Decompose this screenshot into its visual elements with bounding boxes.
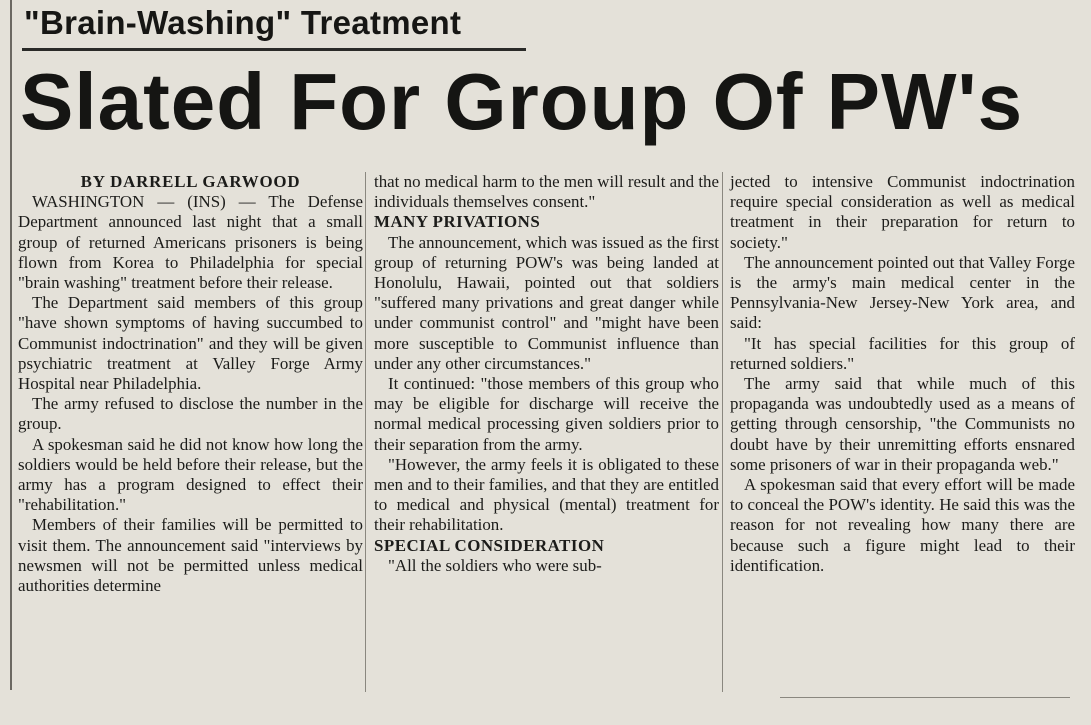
section-subhead: SPECIAL CONSIDERATION: [374, 535, 605, 555]
article-paragraph: WASHINGTON — (INS) — The Defense Department announced last night that a small group of returned Americans prisoners is being flown from Korea to Philadelphia for special "brain washing" treatment before their release.: [18, 192, 363, 293]
article-paragraph: "However, the army feels it is obligated to these men and to their families, and that they are entitled to medical and physical (mental) treatment for their rehabilitation.: [374, 454, 719, 535]
article-paragraph: The announcement, which was issued as the first group of returning POW's was being landed at Honolulu, Hawaii, pointed out that soldiers "suffered many privations and great danger while under communist control" and "might have been more susceptible to Communist influence than under any other circumstances.": [374, 232, 719, 373]
article-paragraph: It continued: "those members of this group who may be eligible for discharge will receive the normal medical processing given soldiers prior to their separation from the army.: [374, 374, 719, 454]
column-divider: [722, 172, 723, 692]
article-paragraph: "All the soldiers who were sub-: [388, 555, 602, 575]
article-column-1: [18, 172, 363, 596]
article-paragraph: "It has special facilities for this group of returned soldiers.": [730, 333, 1075, 373]
article-paragraph: The announcement pointed out that Valley Forge is the army's main medical center in the Pennsylvania-New Jersey-New York area, and said:: [730, 252, 1075, 333]
bottom-divider: [780, 697, 1070, 698]
column-divider: [365, 172, 366, 692]
article-paragraph: The army said that while much of this propaganda was undoubtedly used as a means of getting through censorship, "the Communists no doubt have by their unremitting efforts ensnared some prisoners of war in their propaganda web.": [730, 374, 1075, 474]
byline: BY DARRELL GARWOOD: [80, 172, 301, 191]
article-paragraph: The Department said members of this group "have shown symptoms of having succumbed to Communist indoctrination" and they will be given psychiatric treatment at Valley Forge Army Hospital near Philadelphia.: [18, 293, 363, 394]
kicker-underline: [22, 48, 526, 51]
article-paragraph-continued: that no medical harm to the men will result and the individuals themselves consent.": [374, 172, 719, 212]
article-paragraph: A spokesman said he did not know how long the soldiers would be held before their release, but the army has a program designed to effect their "rehabilitation.": [18, 434, 363, 515]
main-headline: Slated For Group Of PW's: [20, 57, 1024, 146]
article-paragraph: The army refused to disclose the number in the group.: [18, 394, 363, 434]
kicker-headline: "Brain-Washing" Treatment: [24, 4, 462, 41]
article-column-3: [730, 172, 1075, 576]
article-paragraph-continued: jected to intensive Communist indoctrination require special consideration as well as medical treatment in their preparation for return to society.": [730, 172, 1075, 252]
article-column-2: [374, 172, 719, 576]
section-subhead: MANY PRIVATIONS: [374, 212, 541, 232]
article-paragraph: A spokesman said that every effort will be made to conceal the POW's identity. He said this was the reason for not revealing how many there are because such a figure might lead to their identification.: [730, 475, 1075, 575]
article-paragraph: Members of their families will be permitted to visit them. The announcement said "interviews by newsmen will not be permitted unless medical authorities determine: [18, 515, 363, 596]
left-border-rule: [10, 0, 12, 690]
